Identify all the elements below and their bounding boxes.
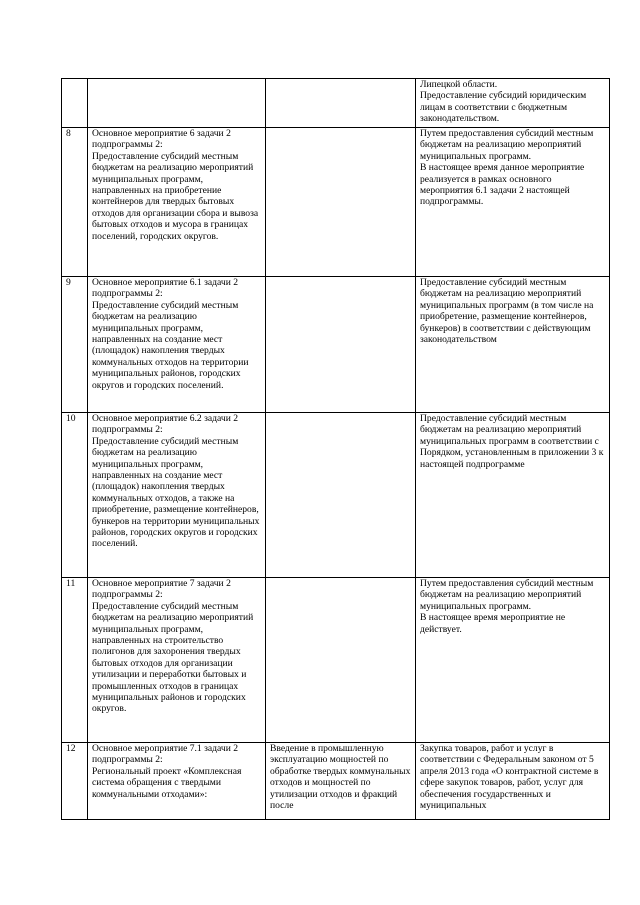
event-cell: Основное мероприятие 6.1 задачи 2 подпрограммы 2: Предоставление субсидий местным бюджетам на реализацию муниципальных программ, направленных на создание мест (площадок) накопления твердых коммунальных отходов на территории муниципальных районов, городских округов и городских поселений. [88, 277, 266, 413]
event-cell: Основное мероприятие 6 задачи 2 подпрограммы 2: Предоставление субсидий местным бюджетам на реализацию мероприятий муниципальных программ, направленных на приобретение контейнеров для твердых бытовых отходов для организации сбора и вывоза бытовых отходов и мусора в границах поселений, городских округов. [88, 128, 266, 277]
table-row [62, 128, 610, 277]
indicator-cell: Введение в промышленную эксплуатацию мощностей по обработке твердых коммунальных отходов и мощностей по утилизации отходов и фракций после [266, 743, 416, 820]
table-row [62, 578, 610, 743]
row-number: 11 [62, 578, 88, 743]
table-row [62, 413, 610, 578]
indicator-cell [266, 413, 416, 578]
measures-table [61, 78, 610, 820]
mechanism-cell: Предоставление субсидий местным бюджетам на реализацию мероприятий муниципальных программ в соответствии с Порядком, установленным в приложении 3 к настоящей подпрограмме [416, 413, 610, 578]
table-row [62, 743, 610, 820]
indicator-cell [266, 128, 416, 277]
row-number: 9 [62, 277, 88, 413]
row-number: 12 [62, 743, 88, 820]
row-number [62, 79, 88, 128]
event-cell [88, 79, 266, 128]
event-cell: Основное мероприятие 6.2 задачи 2 подпрограммы 2: Предоставление субсидий местным бюджетам на реализацию муниципальных программ, направленных на создание мест (площадок) накопления твердых коммунальных отходов, а также на приобретение, размещение контейнеров, бункеров на территории муниципальных районов, городских округов и городских поселений. [88, 413, 266, 578]
indicator-cell [266, 578, 416, 743]
mechanism-cell: Закупка товаров, работ и услуг в соответствии с Федеральным законом от 5 апреля 2013 года «О контрактной системе в сфере закупок товаров, работ, услуг для обеспечения государственных и муниципальных [416, 743, 610, 820]
table-row [62, 277, 610, 413]
indicator-cell [266, 277, 416, 413]
mechanism-cell: Путем предоставления субсидий местным бюджетам на реализацию мероприятий муниципальных программ. В настоящее время мероприятие не действует. [416, 578, 610, 743]
mechanism-cell: Предоставление субсидий местным бюджетам на реализацию мероприятий муниципальных программ (в том числе на приобретение, размещение контейнеров, бункеров) в соответствии с действующим законодательством [416, 277, 610, 413]
row-number: 10 [62, 413, 88, 578]
event-cell: Основное мероприятие 7.1 задачи 2 подпрограммы 2: Региональный проект «Комплексная система обращения с твердыми коммунальными отходами»: [88, 743, 266, 820]
row-number: 8 [62, 128, 88, 277]
indicator-cell [266, 79, 416, 128]
event-cell: Основное мероприятие 7 задачи 2 подпрограммы 2: Предоставление субсидий местным бюджетам на реализацию мероприятий муниципальных программ, направленных на строительство полигонов для захоронения твердых бытовых отходов для организации утилизации и переработки бытовых и промышленных отходов в границах муниципальных районов и городских округов. [88, 578, 266, 743]
mechanism-cell: Липецкой области. Предоставление субсидий юридическим лицам в соответствии с бюджетным законодательством. [416, 79, 610, 128]
table-row [62, 79, 610, 128]
mechanism-cell: Путем предоставления субсидий местным бюджетам на реализацию мероприятий муниципальных программ. В настоящее время данное мероприятие реализуется в рамках основного мероприятия 6.1 задачи 2 настоящей подпрограммы. [416, 128, 610, 277]
